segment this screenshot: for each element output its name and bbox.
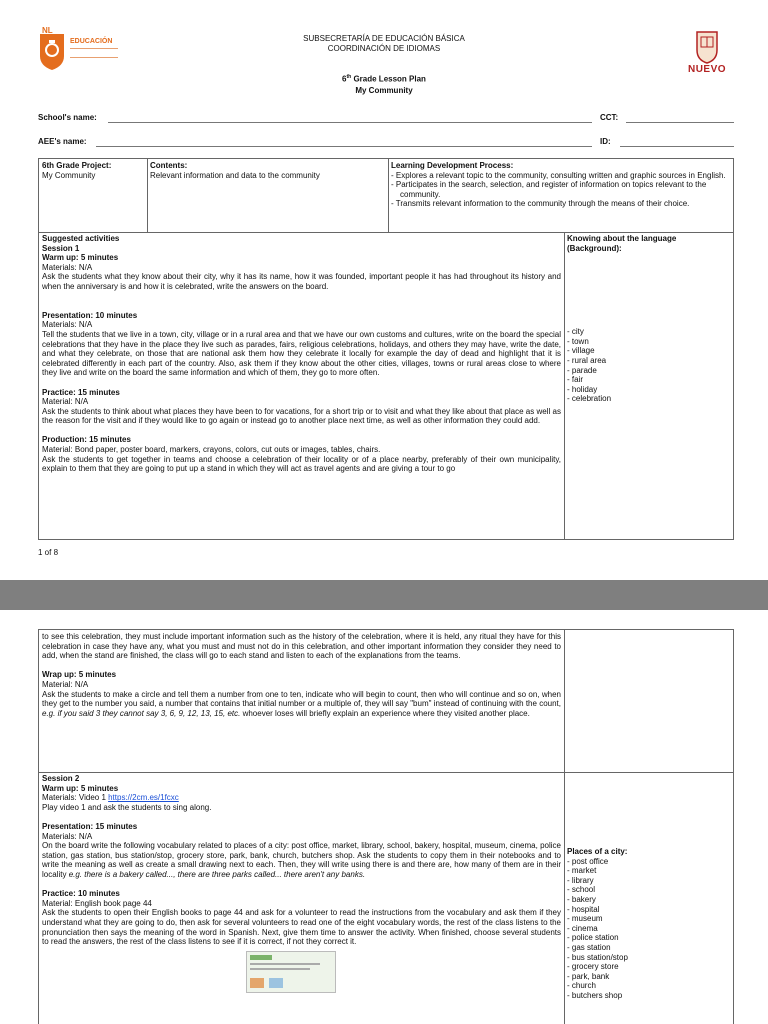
- practice-heading: Practice: 15 minutes: [42, 387, 120, 397]
- session-2-cell: [39, 772, 564, 995]
- ldp-item: - Participates in the search, selection, and register of information on topics relevant to the community.: [391, 180, 707, 199]
- vocab-item: - fair: [567, 375, 583, 385]
- s2-presentation-materials: Materials: N/A: [42, 831, 93, 841]
- vocab-item: - city: [567, 327, 584, 337]
- production-heading: Production: 15 minutes: [42, 435, 131, 445]
- cct-field[interactable]: [626, 122, 734, 123]
- production-text-continued: to see this celebration, they must include important information such as the history of the celebration, where it is held, any ritual they have for this celebration in case they have any, what you must and must not do in this celebration, and other important information they consider they need to add, when the stand are finished, the class will go to each stand and listen to each of the explanations from the teams.: [42, 632, 561, 661]
- vocab-item: - parade: [567, 365, 597, 375]
- vocab-item: - celebration: [567, 394, 612, 404]
- practice-materials: Material: N/A: [42, 397, 89, 407]
- contents-label: Contents:: [150, 161, 188, 170]
- project-label: 6th Grade Project:: [42, 161, 112, 170]
- vocab-item: - rural area: [567, 355, 607, 365]
- header-subsecretaria: SUBSECRETARÍA DE EDUCACIÓN BÁSICA: [303, 34, 465, 43]
- vocab-item: - museum: [567, 914, 603, 924]
- vocab-item: - post office: [567, 856, 609, 866]
- knowing-heading: Knowing about the language (Background):: [567, 234, 677, 253]
- warmup-text: Ask the students what they know about their city, why it has its name, how it was founded, important people it has had throughout its history and when the anniversary is and how it is celebrated, write the answers on the board.: [42, 272, 561, 291]
- ldp-item: - Transmits relevant information to the community through the means of their choice.: [391, 199, 690, 209]
- vocab-item: - church: [567, 981, 596, 991]
- video-1-link[interactable]: https://2cm.es/1fcxc: [108, 793, 179, 803]
- vocab-item: - butchers shop: [567, 990, 623, 1000]
- s2-warmup-text: Play video 1 and ask the students to sing along.: [42, 802, 212, 812]
- logo-education-text: EDUCACIÓN: [70, 38, 113, 45]
- contents-value: Relevant information and data to the community: [150, 170, 320, 180]
- vocab-item: - bus station/stop: [567, 952, 628, 962]
- ldp-list: [391, 171, 732, 209]
- knowing-cell: [564, 232, 735, 406]
- s2-presentation-heading: Presentation: 15 minutes: [42, 821, 138, 831]
- s2-warmup-heading: Warm up: 5 minutes: [42, 783, 119, 793]
- continued-activities-cell: [39, 630, 564, 720]
- production-materials: Material: Bond paper, poster board, markers, crayons, colors, cut outs or images, tables, chairs.: [42, 445, 381, 455]
- s2-practice-text: Ask the students to open their English books to page 44 and ask for a volunteer to read the instructions from the vocabulary and ask them if they understand what they are going to do, then ask for several volunteers to read one of the eight vocabulary words, the rest of the class listens to the pronunciation then says the meaning of the word in Spanish. Next, give them time to answer the activity. When finished, choose several students to read the answers, the rest of the class listens to see if it is correct, if not they correct it.: [42, 908, 561, 947]
- warmup-heading: Warm up: 5 minutes: [42, 253, 119, 263]
- logo-nuevo-text: NUEVO: [687, 64, 727, 75]
- warmup-materials: Materials: N/A: [42, 262, 93, 272]
- wrapup-text: Ask the students to make a circle and tell them a number from one to ten, indicate who will begin to count, then who will continue and so on, when they get to the number you said, a number that contains that initial number or a multiple of, they will say "bum" instead of continuing with the count, e.g. if you said 3 they cannot say 3, 6, 9, 12, 13, 15, etc. whoever loses will briefly explain an experience where they visited another place.: [42, 689, 561, 718]
- vocab-item: - school: [567, 885, 596, 895]
- vocab-item: - cinema: [567, 923, 598, 933]
- places-heading: Places of a city:: [567, 847, 628, 856]
- presentation-materials: Materials: N/A: [42, 320, 93, 330]
- contents-cell: [147, 159, 388, 182]
- lesson-plan-title: 6th Grade Lesson Plan: [342, 74, 426, 84]
- vocab-item: - market: [567, 866, 597, 876]
- lesson-plan-subtitle: My Community: [355, 86, 413, 95]
- aee-name-label: AEE's name:: [38, 137, 87, 146]
- activities-cell: [39, 232, 564, 476]
- lesson-table-continued: [38, 629, 734, 1024]
- wrapup-materials: Material: N/A: [42, 679, 89, 689]
- ldp-cell: [388, 159, 735, 211]
- header-coordinacion: COORDINACIÓN DE IDIOMAS: [327, 44, 441, 53]
- vocab-item: - grocery store: [567, 962, 619, 972]
- logo-nl-text: NL: [42, 26, 53, 35]
- wrapup-heading: Wrap up: 5 minutes: [42, 670, 117, 680]
- vocab-item: - bakery: [567, 894, 596, 904]
- ldp-label: Learning Development Process:: [391, 161, 514, 170]
- vocab-list-2: [567, 857, 732, 1001]
- vocab-list-1: [567, 327, 732, 404]
- cct-label: CCT:: [600, 113, 619, 122]
- session-2-heading: Session 2: [42, 774, 80, 783]
- school-name-field[interactable]: [108, 122, 592, 123]
- session-1-heading: Session 1: [42, 243, 80, 253]
- vocab-item: - village: [567, 346, 595, 356]
- book-page-thumbnail: [246, 951, 336, 993]
- vocab-item: - holiday: [567, 384, 598, 394]
- s2-practice-heading: Practice: 10 minutes: [42, 889, 120, 899]
- ldp-item: - Explores a relevant topic to the community, consulting written and graphic sources in English.: [391, 170, 726, 180]
- aee-name-field[interactable]: [96, 146, 592, 147]
- s2-practice-materials: Material: English book page 44: [42, 898, 152, 908]
- vocab-item: - library: [567, 875, 594, 885]
- s2-presentation-text: On the board write the following vocabulary related to places of a city: post office, market, library, school, bakery, hospital, museum, cinema, police station, gas station, bus station/stop, grocery store, park, bank, church, butchers shop. Ask the students to copy them in their notebooks and to write the meaning as well as create a small drawing next to each. Then, they will write using there is and there are, how many of them are in their locality e.g. there is a bakery called..., there are three parks called... there aren't any banks.: [42, 841, 561, 879]
- presentation-text: Tell the students that we live in a town, city, village or in a rural area and that we have our own customs and cultures, write on the board the special celebrations that they have in the place they live such as parades, fairs, religious celebrations, holidays, and others they may have, write the date, and what they celebrate, on those that are national ask them how they celebrate it locally for example the day of dead and highlight that it is celebrated differently in each part of the country. Also, ask them if they know about the other cities, villages, towns or rural areas close to where they live and write on the board the same information and which of them, they go to more often.: [42, 329, 561, 378]
- production-text: Ask the students to get together in teams and choose a celebration of their locality or of a place nearby, preferably of their own municipality, explain to them that they are going to put up a stand in which they will act as travel agents and are giving a tour to go: [42, 454, 561, 474]
- suggested-activities-heading: Suggested activities: [42, 234, 120, 243]
- lesson-table: [38, 158, 734, 540]
- vocab-item: - town: [567, 336, 589, 346]
- document-page-2: [0, 610, 768, 1024]
- presentation-heading: Presentation: 10 minutes: [42, 310, 138, 320]
- project-value: My Community: [42, 170, 96, 180]
- vocab-item: - gas station: [567, 942, 611, 952]
- id-field[interactable]: [620, 146, 734, 147]
- vocab-item: - park, bank: [567, 971, 610, 981]
- vocab-item: - hospital: [567, 904, 600, 914]
- page-number: 1 of 8: [38, 548, 59, 557]
- school-name-label: School's name:: [38, 113, 97, 122]
- places-cell: [564, 772, 735, 1003]
- id-label: ID:: [600, 137, 611, 146]
- project-cell: [39, 159, 147, 182]
- practice-text: Ask the students to think about what places they have been to for vacations, for a short trip or to visit and what they like about that place as well as the reason for the visit and if they would like to go again or instead go to another place next time, as well as other information they could add.: [42, 406, 561, 426]
- s2-warmup-materials: Materials: Video 1 https://2cm.es/1fcxc: [42, 793, 179, 803]
- vocab-item: - police station: [567, 933, 619, 943]
